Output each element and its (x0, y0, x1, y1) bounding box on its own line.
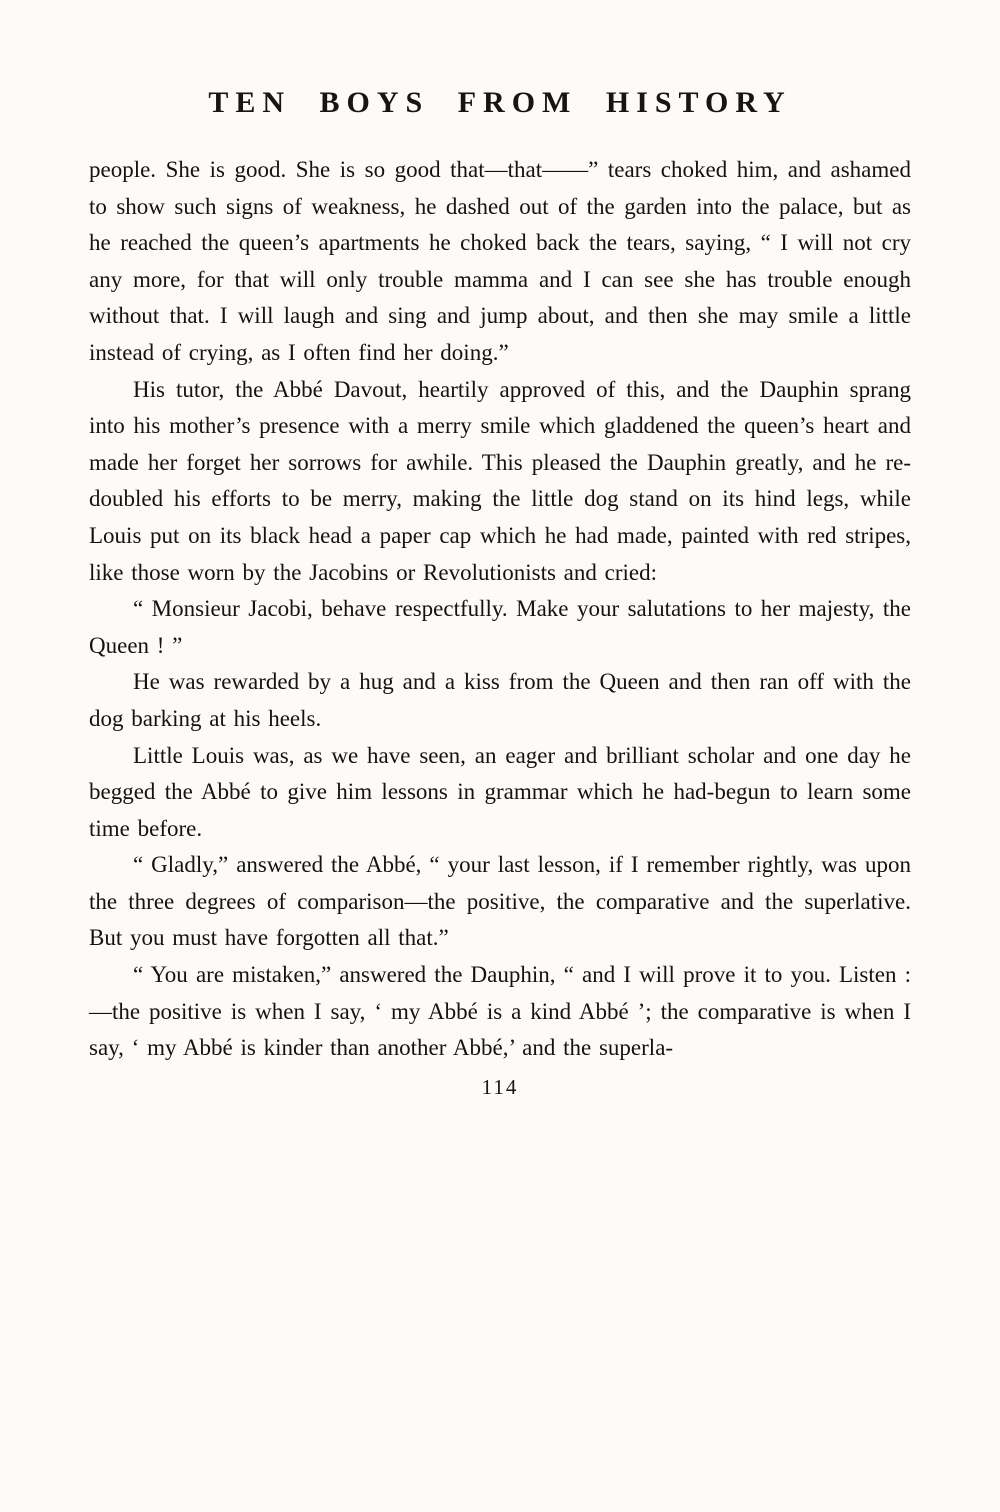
paragraph: He was rewarded by a hug and a kiss from the Queen and then ran off with the dog barking at his heels. (89, 669, 911, 731)
paragraph: “ Monsieur Jacobi, behave respectfully. Make your salutations to her majesty, the Queen ! ” (89, 596, 911, 658)
body-text (89, 152, 911, 1067)
page-number: 114 (481, 1074, 519, 1099)
paragraph: “ You are mistaken,” answered the Dauphin, “ and I will prove it to you. Listen :—the positive is when I say, ‘ my Abbé is a kind Abbé ’; the comparative is when I say, ‘ my Abbé is kinder than another Abbé,’ and the superla- (89, 962, 911, 1061)
paragraph: Little Louis was, as we have seen, an eager and brilliant scholar and one day he begged the Abbé to give him lessons in grammar which he had-begun to learn some time before. (89, 742, 911, 841)
paragraph: His tutor, the Abbé Davout, heartily approved of this, and the Dauphin sprang into his mother’s presence with a merry smile which gladdened the queen’s heart and made her forget her sorrows for awhile. This pleased the Dauphin greatly, and he re-doubled his efforts to be merry, making the little dog stand on its hind legs, while Louis put on its black head a paper cap which he had made, painted with red stripes, like those worn by the Jacobins or Revolutionists and cried: (89, 376, 911, 585)
paragraph: people. She is good. She is so good that—that——” tears choked him, and ashamed to show such signs of weakness, he dashed out of the garden into the palace, but as he reached the queen’s apartments he choked back the tears, saying, “ I will not cry any more, for that will only trouble mamma and I can see she has trouble enough without that. I will laugh and sing and jump about, and then she may smile a little instead of crying, as I often find her doing.” (89, 157, 911, 365)
paragraph: “ Gladly,” answered the Abbé, “ your last lesson, if I remember rightly, was upon the three degrees of comparison—the positive, the comparative and the superlative. But you must have forgotten all that.” (89, 852, 911, 951)
page-title: TEN BOYS FROM HISTORY (208, 86, 792, 119)
